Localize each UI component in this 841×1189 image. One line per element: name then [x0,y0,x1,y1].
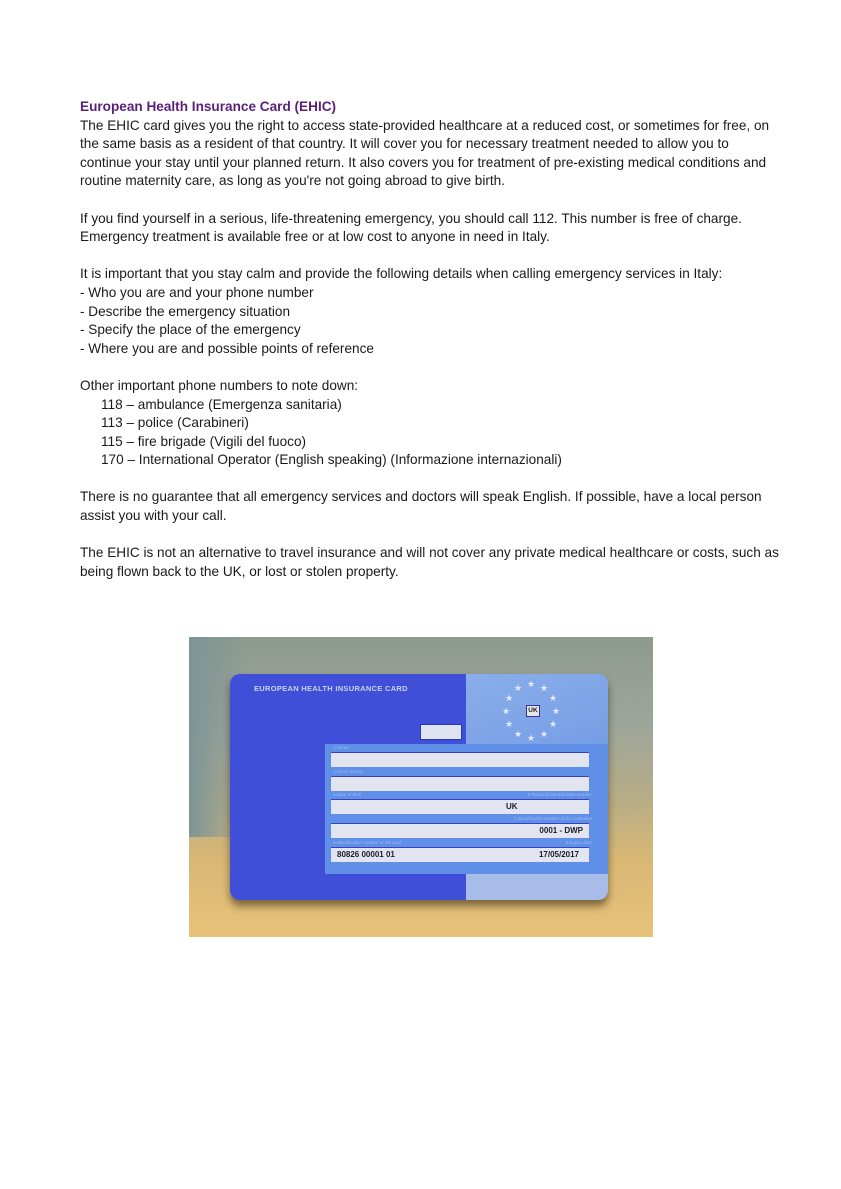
field-label-institution-id: 7 Identification number of the institution [513,816,592,821]
personal-id-field [331,799,589,814]
phone-number-item: 115 – fire brigade (Vigili del fuoco) [101,433,307,449]
detail-item: - Where you are and possible points of reference [80,340,374,356]
field-label-card-id: 8 Identification number of the card [333,840,402,845]
phone-number-item: 118 – ambulance (Emergenza sanitaria) [101,396,342,412]
card-number-value: 80826 00001 01 [337,850,395,859]
field-label-expiry: 9 Expiry date [565,840,592,845]
ehic-card [230,674,608,900]
detail-item: - Who you are and your phone number [80,284,314,300]
phone-number-item: 170 – International Operator (English speaking) (Informazione internazionali) [101,452,562,468]
given-names-field [331,776,589,791]
intro-paragraph: The EHIC card gives you the right to access state-provided healthcare at a reduced cost, or sometimes for free, on the same basis as a resident of that country. It will cover you for necessary treatment needed to allow you to continue your stay until your planned return. It also covers you for treatment of pre-existing medical conditions and routine maternity care, as long as you're not going abroad to give birth. [80,117,770,189]
field-label-personal-id: 6 Personal identification number [527,792,592,797]
institution-field [331,823,589,838]
card-blank-box [420,724,462,740]
ehic-card-photo [189,637,653,937]
field-label-date-of-birth: 5 Date of birth [333,792,362,797]
section-title: European Health Insurance Card (EHIC) [80,99,337,114]
details-intro: It is important that you stay calm and provide the following details when calling emergency services in Italy: [80,266,723,282]
card-title: EUROPEAN HEALTH INSURANCE CARD [254,684,408,693]
card-corner-panel [466,874,608,900]
card-number-field [331,847,589,862]
language-note: There is no guarantee that all emergency services and doctors will speak English. If possible, have a local person assist you with your call. [80,489,762,524]
country-value: UK [506,802,518,811]
detail-item: - Specify the place of the emergency [80,322,301,338]
detail-item: - Describe the emergency situation [80,303,291,319]
expiry-date-value: 17/05/2017 [538,850,579,859]
phone-number-item: 113 – police (Carabineri) [101,415,249,431]
institution-value: 0001 - DWP [539,826,583,835]
country-code-badge: UK [526,705,540,717]
insurance-note: The EHIC is not an alternative to travel insurance and will not cover any private medical healthcare or costs, such as being flown back to the UK, or lost or stolen property. [80,545,779,579]
field-label-given-names: 4 Given names [333,769,364,774]
eu-stars-icon: ★ ★ ★ ★ ★ ★ ★ ★ ★ ★ ★ ★ [502,679,561,743]
document-body [80,98,780,581]
name-field [331,752,589,767]
field-label-name: 3 Name [333,745,349,750]
emergency-paragraph: If you find yourself in a serious, life-threatening emergency, you should call 112. This number is free of charge. Emergency treatment is available free or at low cost to anyone in need in Italy. [80,210,742,245]
numbers-intro: Other important phone numbers to note down: [80,377,359,393]
card-fields [325,744,608,874]
